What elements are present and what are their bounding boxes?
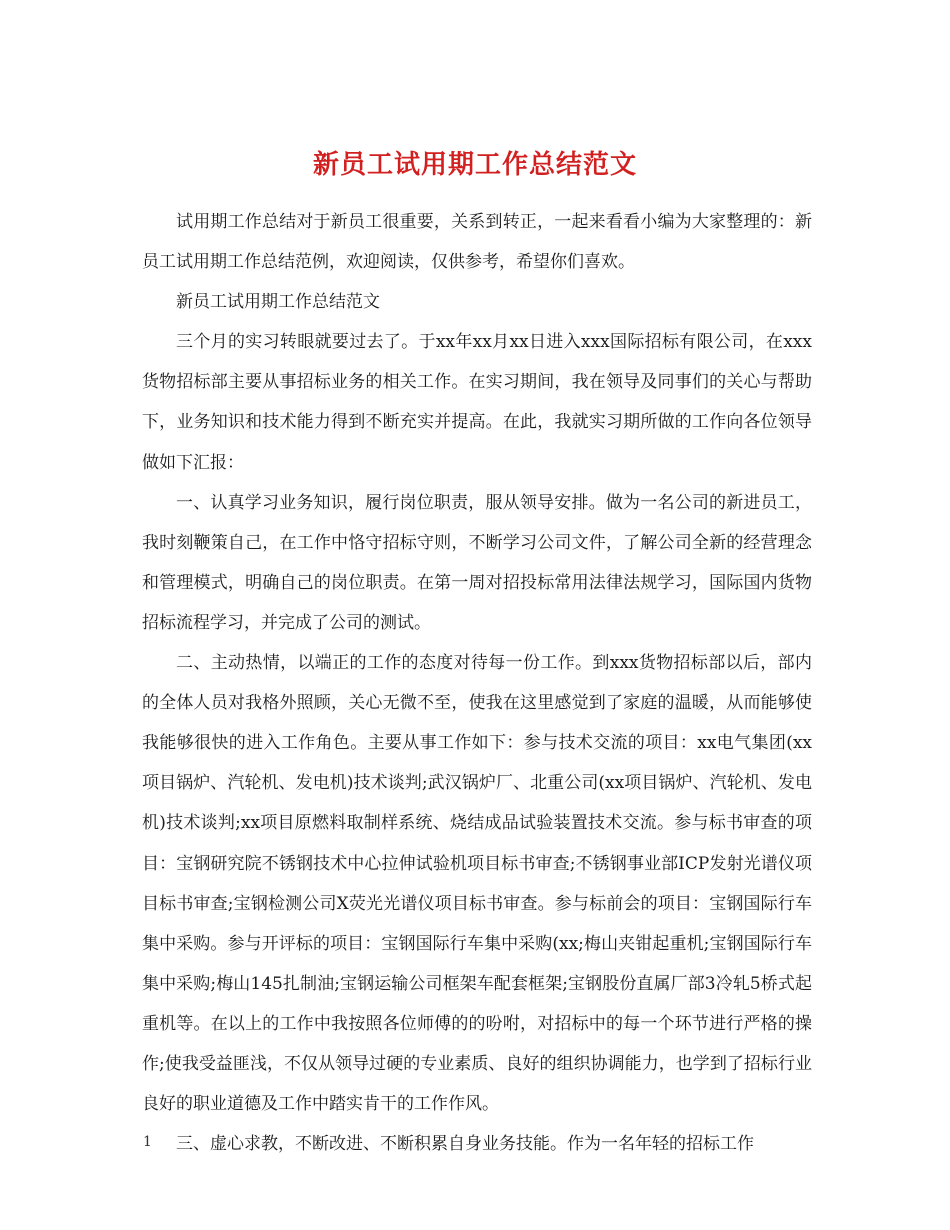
page-number: 1 <box>143 1134 152 1150</box>
paragraph-opening: 三个月的实习转眼就要过去了。于xx年xx月xx日进入xxx国际招标有限公司，在xxx货物招标部主要从事招标业务的相关工作。在实习期间，我在领导及同事们的关心与帮助下，业务知识和技术能力得到不断充实并提高。在此，我就实习期所做的工作向各位领导做如下汇报： <box>142 332 812 473</box>
paragraph-intro: 试用期工作总结对于新员工很重要，关系到转正，一起来看看小编为大家整理的：新员工试用期工作总结范例，欢迎阅读，仅供参考，希望你们喜欢。 <box>142 212 812 273</box>
paragraph-subtitle: 新员工试用期工作总结范文 <box>176 292 380 313</box>
document-body <box>142 202 812 1164</box>
document-title: 新员工试用期工作总结范文 <box>312 150 637 181</box>
paragraph-section-one: 一、认真学习业务知识，履行岗位职责，服从领导安排。做为一名公司的新进员工，我时刻鞭策自己，在工作中恪守招标守则，不断学习公司文件，了解公司全新的经营理念和管理模式，明确自己的岗位职责。在第一周对招投标常用法律法规学习，国际国内货物招标流程学习，并完成了公司的测试。 <box>142 492 812 633</box>
paragraph-section-two: 二、主动热情，以端正的工作的态度对待每一份工作。到xxx货物招标部以后，部内的全体人员对我格外照顾，关心无微不至，使我在这里感觉到了家庭的温暖，从而能够使我能够很快的进入工作角色。主要从事工作如下：参与技术交流的项目：xx电气集团(xx项目锅炉、汽轮机、发电机)技术谈判;武汉锅炉厂、北重公司(xx项目锅炉、汽轮机、发电机)技术谈判;xx项目原燃料取制样系统、烧结成品试验装置技术交流。参与标书审查的项目：宝钢研究院不锈钢技术中心拉伸试验机项目标书审查;不锈钢事业部ICP发射光谱仪项目标书审查;宝钢检测公司X荧光光谱仪项目标书审查。参与标前会的项目：宝钢国际行车集中采购。参与开评标的项目：宝钢国际行车集中采购(xx;梅山夹钳起重机;宝钢国际行车集中采购;梅山145扎制油;宝钢运输公司框架车配套框架;宝钢股份直属厂部3冷轧5桥式起重机等。在以上的工作中我按照各位师傅的的吩咐，对招标中的每一个环节进行严格的操作;使我受益匪浅，不仅从领导过硬的专业素质、良好的组织协调能力，也学到了招标行业良好的职业道德及工作中踏实肯干的工作作风。 <box>142 653 812 1115</box>
paragraph-section-three: 三、虚心求教，不断改进、不断积累自身业务技能。作为一名年轻的招标工作 <box>176 1134 754 1155</box>
